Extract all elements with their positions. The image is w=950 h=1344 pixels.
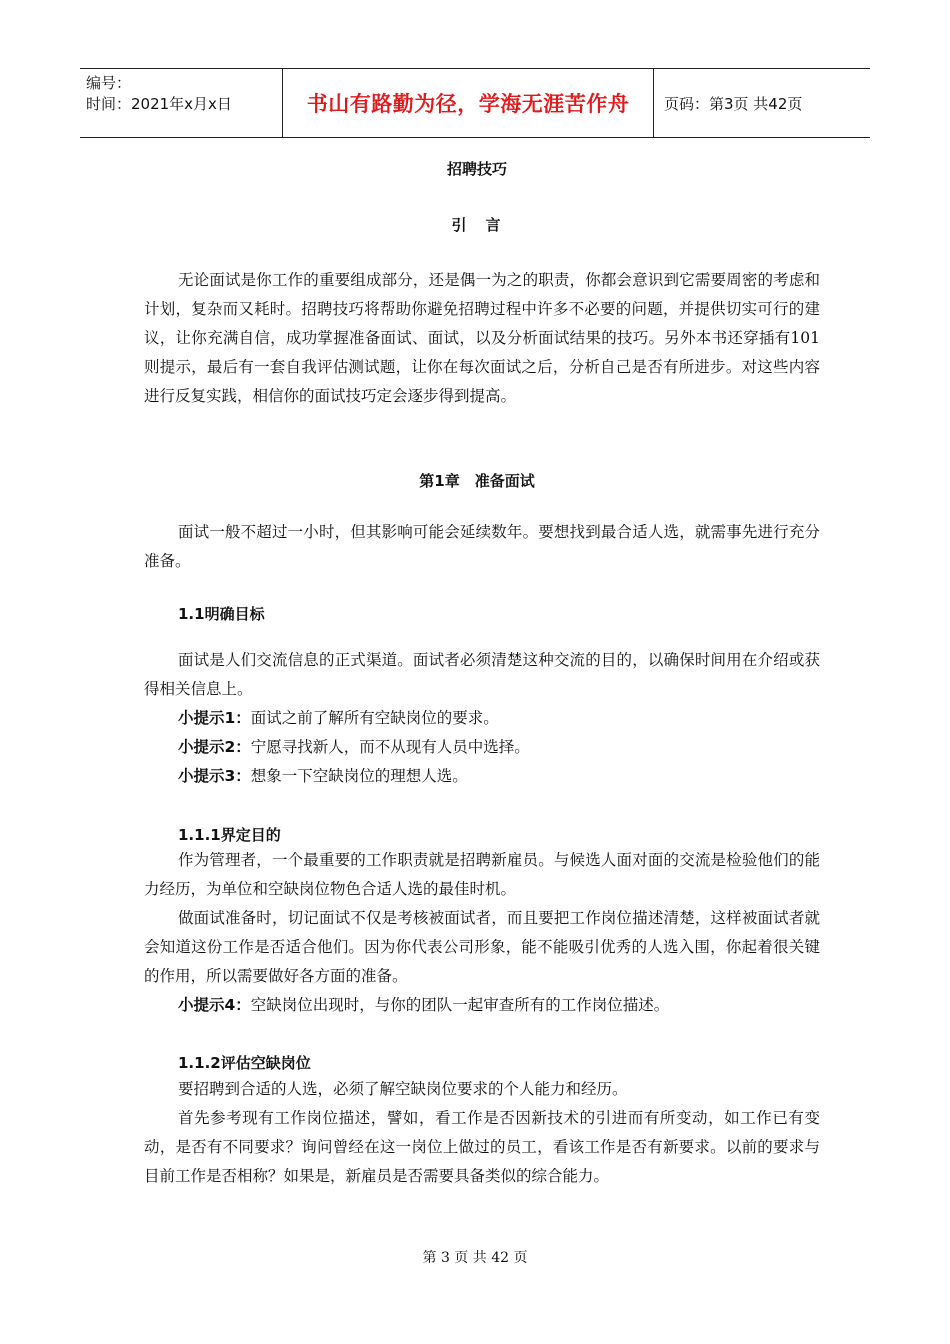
tip-4-label: 小提示4： [178, 996, 251, 1014]
header-motto-cell [282, 69, 654, 137]
header-motto: 书山有路勤为径，学海无涯苦作舟 [306, 92, 630, 116]
tip-2 [178, 733, 530, 762]
section-1-1-paragraph: 面试是人们交流信息的正式渠道。面试者必须清楚这种交流的目的，以确保时间用在介绍或获得相关信息上。 [144, 651, 820, 698]
section-1-1-1-heading: 1.1.1界定目的 [178, 826, 281, 844]
tip-3-label: 小提示3： [178, 767, 251, 785]
tip-1 [178, 704, 499, 733]
document-date-label: 时间：2021年x月x日 [86, 95, 232, 113]
section-1-1-1-paragraph-2: 做面试准备时，切记面试不仅是考核被面试者，而且要把工作岗位描述清楚，这样被面试者就会知道这份工作是否适合他们。因为你代表公司形象，能不能吸引优秀的人选入围，你起着很关键的作用，所以需要做好各方面的准备。 [144, 909, 820, 985]
page-footer: 第 3 页 共 42 页 [422, 1250, 528, 1266]
section-1-1-2-paragraph-1: 要招聘到合适的人选，必须了解空缺岗位要求的个人能力和经历。 [178, 1080, 628, 1098]
header-meta [80, 69, 282, 137]
document-number-label: 编号： [86, 74, 132, 92]
header-page-info: 页码：第3页 共42页 [664, 94, 803, 113]
page-header [80, 68, 870, 138]
tip-1-label: 小提示1： [178, 709, 251, 727]
section-1-1-heading: 1.1明确目标 [178, 605, 265, 623]
chapter-1-heading: 第1章 准备面试 [419, 472, 535, 490]
section-1-1-2-heading: 1.1.2评估空缺岗位 [178, 1054, 311, 1072]
tip-2-text: 宁愿寻找新人，而不从现有人员中选择。 [250, 738, 530, 756]
tip-4-text: 空缺岗位出现时，与你的团队一起审查所有的工作岗位描述。 [250, 996, 670, 1014]
tip-4 [178, 991, 669, 1020]
tip-2-label: 小提示2： [178, 738, 251, 756]
tip-3-text: 想象一下空缺岗位的理想人选。 [250, 767, 468, 785]
intro-paragraph: 无论面试是你工作的重要组成部分，还是偶一为之的职责，你都会意识到它需要周密的考虑和计划，复杂而又耗时。招聘技巧将帮助你避免招聘过程中许多不必要的问题，并提供切实可行的建议，让你充满自信，成功掌握准备面试、面试，以及分析面试结果的技巧。另外本书还穿插有101则提示，最后有一套自我评估测试题，让你在每次面试之后，分析自己是否有所进步。对这些内容进行反复实践，相信你的面试技巧定会逐步得到提高。 [144, 271, 820, 405]
tip-3 [178, 762, 468, 791]
tip-1-text: 面试之前了解所有空缺岗位的要求。 [250, 709, 499, 727]
chapter-1-paragraph: 面试一般不超过一小时，但其影响可能会延续数年。要想找到最合适人选，就需事先进行充分准备。 [144, 523, 820, 570]
section-1-1-2-paragraph-2: 首先参考现有工作岗位描述，譬如，看工作是否因新技术的引进而有所变动，如工作已有变动，是否有不同要求？询问曾经在这一岗位上做过的员工，看该工作是否有新要求。以前的要求与目前工作是否相称？如果是，新雇员是否需要具备类似的综合能力。 [144, 1109, 820, 1185]
section-1-1-1-paragraph-1: 作为管理者，一个最重要的工作职责就是招聘新雇员。与候选人面对面的交流是检验他们的能力经历，为单位和空缺岗位物色合适人选的最佳时机。 [144, 851, 820, 898]
intro-heading: 引 言 [451, 216, 503, 234]
document-title: 招聘技巧 [446, 160, 507, 178]
